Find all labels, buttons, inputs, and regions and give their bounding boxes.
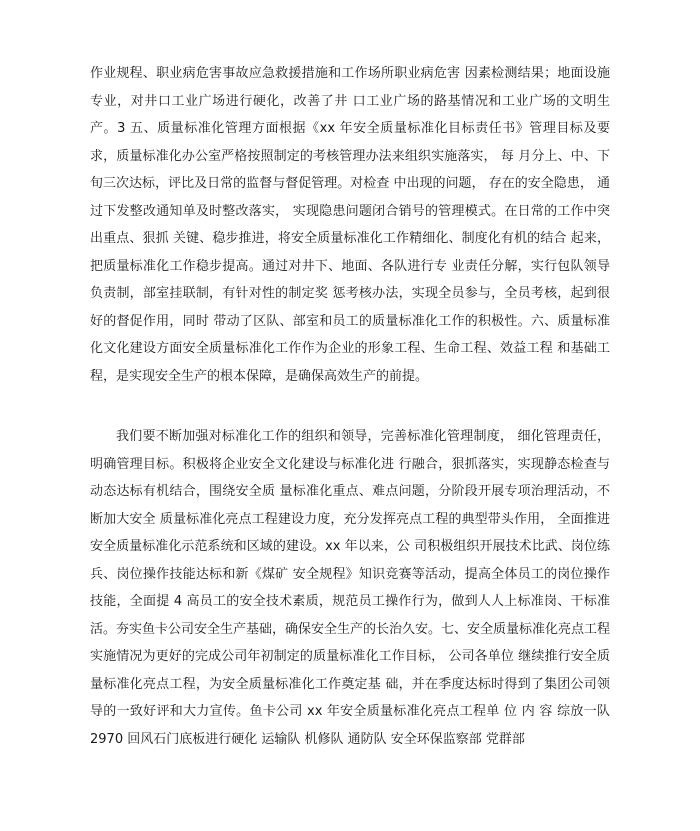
paragraph-2: 我们要不断加强对标准化工作的组织和领导，完善标准化管理制度， 细化管理责任，明确管理目标。积极将企业安全文化建设与标准化进 行融合，狠抓落实，实现静态检查与动态达标有机结合，围绕安全质 量标准化重点、难点问题，分阶段开展专项治理活动，不断加大安全 质量标准化亮点工程建设力度，充分发挥亮点工程的典型带头作用， 全面推进安全质量标准化示范系统和区域的建设。xx 年以来，公 司积极组织开展技术比武、岗位练兵、岗位操作技能达标和新《煤矿 安全规程》知识竞赛等活动，提高全体员工的岗位操作技能，全面提 4 高员工的安全技术素质，规范员工操作行为，做到人人上标准岗、干标准活。夯实鱼卡公司安全生产基础，确保安全生产的长治久安。七、安全质量标准化亮点工程实施情况为更好的完成公司年初制定的质量标准化工作目标， 公司各单位 继续推行安全质量标准化亮点工程，为安全质量标准化工作奠定基 础，并在季度达标时得到了集团公司领导的一致好评和大力宣传。鱼卡公司 xx 年安全质量标准化亮点工程单 位 内 容 综放一队 2970 回风石门底板进行硬化 运输队 机修队 通防队 安全环保监察部 党群部 [90, 429, 611, 747]
paragraph-1: 作业规程、职业病危害事故应急救援措施和工作场所职业病危害 因素检测结果；地面设施专业，对井口工业广场进行硬化，改善了井 口工业广场的路基情况和工业广场的文明生产。3 五、质量标准化管理方面根据《xx 年安全质量标准化目标责任书》管理目标及要求，质量标准化办公室严格按照制定的考核管理办法来组织实施落实， 每 月分上、中、下旬三次达标，评比及日常的监督与督促管理。对检查 中出现的问题， 存在的安全隐患， 通过下发整改通知单及时整改落实， 实现隐患问题闭合销号的管理模式。在日常的工作中突出重点、狠抓 关键、稳步推进，将安全质量标准化工作精细化、制度化有机的结合 起来，把质量标准化工作稳步提高。通过对井下、地面、各队进行专 业责任分解，实行包队领导负责制，部室挂联制，有针对性的制定奖 惩考核办法，实现全员参与，全员考核，起到很好的督促作用，同时 带动了区队、部室和员工的质量标准化工作的积极性。六、质量标准化文化建设方面安全质量标准化工作作为企业的形象工程、生命工程、效益工程 和基础工程，是实现安全生产的根本保障，是确保高效生产的前提。 [90, 66, 610, 384]
